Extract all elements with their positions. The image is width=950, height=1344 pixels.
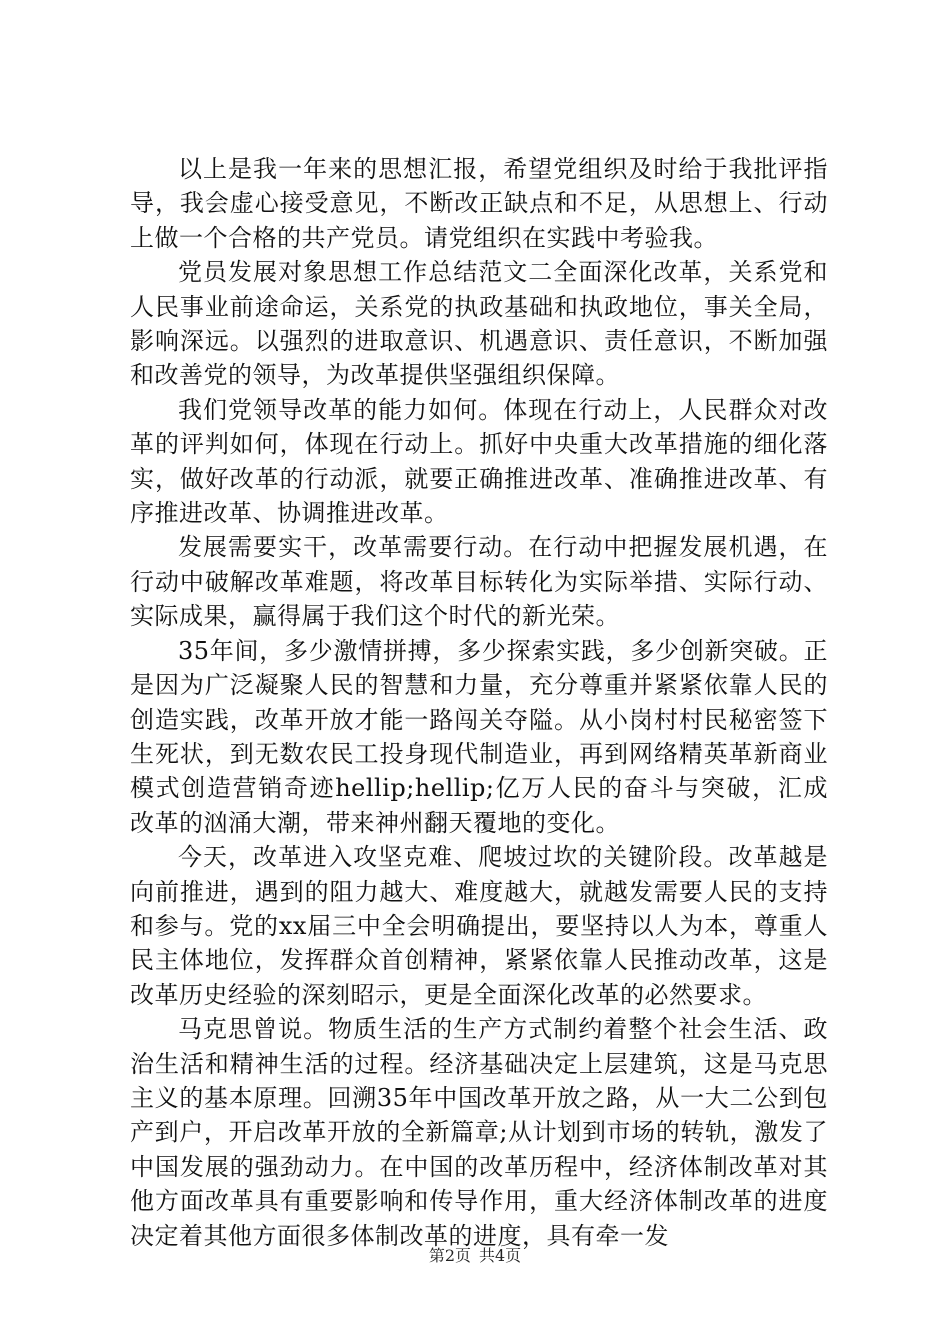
paragraph: 35年间，多少激情拼搏，多少探索实践，多少创新突破。正是因为广泛凝聚人民的智慧和力量，充分尊重并紧紧依靠人民的创造实践，改革开放才能一路闯关夺隘。从小岗村村民秘密签下生死状，到无数农民工投身现代制造业，再到网络精英革新商业模式创造营销奇迹hellip;hellip;亿万人民的奋斗与突破，汇成改革的汹涌大潮，带来神州翻天覆地的变化。 xyxy=(130,636,828,837)
page-number: 第2页 xyxy=(428,1246,471,1265)
page-total: 共4页 xyxy=(479,1246,522,1265)
page-footer xyxy=(0,1243,950,1266)
paragraph: 马克思曾说。物质生活的生产方式制约着整个社会生活、政治生活和精神生活的过程。经济基础决定上层建筑，这是马克思主义的基本原理。回溯35年中国改革开放之路，从一大二公到包产到户，开启改革开放的全新篇章;从计划到市场的转轨，激发了中国发展的强劲动力。在中国的改革历程中，经济体制改革对其他方面改革具有重要影响和传导作用，重大经济体制改革的进度决定着其他方面很多体制改革的进度，具有牵一发 xyxy=(130,1015,828,1250)
paragraph: 今天，改革进入攻坚克难、爬坡过坎的关键阶段。改革越是向前推进，遇到的阻力越大、难度越大，就越发需要人民的支持和参与。党的xx届三中全会明确提出，要坚持以人为本，尊重人民主体地位，发挥群众首创精神，紧紧依靠人民推动改革，这是改革历史经验的深刻昭示，更是全面深化改革的必然要求。 xyxy=(130,843,828,1009)
paragraph: 以上是我一年来的思想汇报，希望党组织及时给于我批评指导，我会虚心接受意见，不断改正缺点和不足，从思想上、行动上做一个合格的共产党员。请党组织在实践中考验我。 xyxy=(130,155,828,252)
paragraph: 党员发展对象思想工作总结范文二全面深化改革，关系党和人民事业前途命运，关系党的执政基础和执政地位，事关全局，影响深远。以强烈的进取意识、机遇意识、责任意识，不断加强和改善党的领导，为改革提供坚强组织保障。 xyxy=(130,258,828,390)
document-body xyxy=(130,152,828,1253)
paragraph: 发展需要实干，改革需要行动。在行动中把握发展机遇，在行动中破解改革难题，将改革目标转化为实际举措、实际行动、实际成果，赢得属于我们这个时代的新光荣。 xyxy=(130,533,828,631)
paragraph: 我们党领导改革的能力如何。体现在行动上，人民群众对改革的评判如何，体现在行动上。抓好中央重大改革措施的细化落实，做好改革的行动派，就要正确推进改革、准确推进改革、有序推进改革、协调推进改革。 xyxy=(130,395,828,528)
